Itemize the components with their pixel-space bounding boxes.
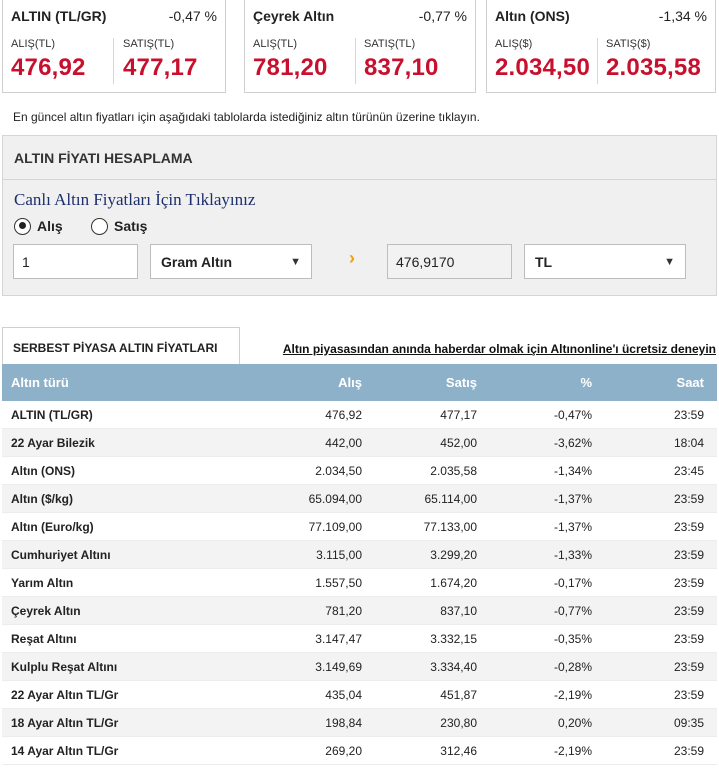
cell-buy: 476,92 <box>325 407 362 422</box>
cell-percent: -0,28% <box>553 659 592 674</box>
card-title: Çeyrek Altın <box>253 8 335 24</box>
card-sell-value: 477,17 <box>123 54 198 81</box>
table-row[interactable] <box>2 541 717 569</box>
cell-type: 22 Ayar Altın TL/Gr <box>11 687 119 702</box>
card-change: -1,34 % <box>658 8 707 24</box>
cell-buy: 781,20 <box>325 603 362 618</box>
live-prices-link[interactable]: Canlı Altın Fiyatları İçin Tıklayınız <box>14 190 256 209</box>
cell-type: Cumhuriyet Altını <box>11 547 111 562</box>
card-sell-label: SATIŞ(TL) <box>123 38 175 50</box>
currency-value: TL <box>535 253 553 270</box>
cell-sell: 3.332,15 <box>430 631 477 646</box>
cell-type: Çeyrek Altın <box>11 603 81 618</box>
cell-time: 23:59 <box>673 547 704 562</box>
gold-type-value: Gram Altın <box>161 253 233 270</box>
cell-time: 23:45 <box>673 463 704 478</box>
cell-percent: -0,47% <box>553 407 592 422</box>
intro-text: En güncel altın fiyatları için aşağıdaki tablolarda istediğiniz altın türünün üzerine tıklayın. <box>13 110 480 124</box>
gold-type-select[interactable] <box>150 244 312 279</box>
card-change: -0,77 % <box>418 8 467 24</box>
card-sell-label: SATIŞ(TL) <box>364 38 416 50</box>
cell-sell: 477,17 <box>440 407 477 422</box>
cell-type: Altın ($/kg) <box>11 491 73 506</box>
price-card-ons[interactable] <box>486 0 716 93</box>
cell-buy: 3.147,47 <box>315 631 362 646</box>
cell-type: 18 Ayar Altın TL/Gr <box>11 715 119 730</box>
table-row[interactable] <box>2 457 717 485</box>
cell-buy: 269,20 <box>325 743 362 758</box>
radio-sell[interactable] <box>91 216 147 236</box>
gold-calculator <box>2 135 717 296</box>
cell-percent: -1,37% <box>553 491 592 506</box>
header-type[interactable]: Altın türü <box>11 375 69 390</box>
cell-time: 23:59 <box>673 603 704 618</box>
divider <box>3 179 716 180</box>
currency-select[interactable] <box>524 244 686 279</box>
radio-buy[interactable] <box>14 216 63 236</box>
cell-sell: 312,46 <box>440 743 477 758</box>
calculator-title: ALTIN FİYATI HESAPLAMA <box>14 150 193 166</box>
card-buy-value: 476,92 <box>11 54 86 81</box>
cell-percent: -1,33% <box>553 547 592 562</box>
radio-sell-label: Satış <box>114 218 148 234</box>
cell-time: 23:59 <box>673 407 704 422</box>
header-time[interactable]: Saat <box>676 375 704 390</box>
price-card-gram[interactable] <box>2 0 226 93</box>
cell-buy: 3.115,00 <box>316 547 362 562</box>
cell-time: 23:59 <box>673 631 704 646</box>
cell-time: 18:04 <box>673 435 704 450</box>
promo-link[interactable]: Altın piyasasından anında haberdar olmak için Altınonline'ı ücretsiz deneyin <box>282 342 716 356</box>
card-change: -0,47 % <box>168 8 217 24</box>
cell-percent: -1,34% <box>553 463 592 478</box>
cell-sell: 1.674,20 <box>430 575 477 590</box>
cell-sell: 230,80 <box>440 715 477 730</box>
card-sell-value: 837,10 <box>364 54 439 81</box>
table-row[interactable] <box>2 485 717 513</box>
cell-percent: -0,35% <box>553 631 592 646</box>
card-buy-label: ALIŞ(TL) <box>253 38 298 50</box>
card-sell-label: SATIŞ($) <box>606 38 651 50</box>
table-row[interactable] <box>2 429 717 457</box>
chevron-down-icon: ▼ <box>664 255 675 268</box>
cell-type: Altın (ONS) <box>11 463 75 478</box>
cell-sell: 77.133,00 <box>423 519 477 534</box>
cell-type: ALTIN (TL/GR) <box>11 407 93 422</box>
table-row[interactable] <box>2 709 717 737</box>
radio-checked-icon[interactable] <box>14 218 31 235</box>
card-divider <box>355 38 356 84</box>
table-row[interactable] <box>2 737 717 765</box>
header-buy[interactable]: Alış <box>338 375 362 390</box>
cell-buy: 435,04 <box>325 687 362 702</box>
cell-buy: 442,00 <box>325 435 362 450</box>
cell-type: Kulplu Reşat Altını <box>11 659 118 674</box>
table-row[interactable] <box>2 625 717 653</box>
gold-price-table <box>2 364 717 765</box>
cell-percent: -2,19% <box>553 743 592 758</box>
table-row[interactable] <box>2 597 717 625</box>
card-buy-label: ALIŞ(TL) <box>11 38 56 50</box>
cell-sell: 3.334,40 <box>430 659 477 674</box>
cell-buy: 3.149,69 <box>315 659 362 674</box>
table-body <box>2 401 717 765</box>
cell-type: Yarım Altın <box>11 575 74 590</box>
cell-percent: -2,19% <box>553 687 592 702</box>
cell-time: 23:59 <box>673 575 704 590</box>
header-sell[interactable]: Satış <box>445 375 477 390</box>
cell-sell: 837,10 <box>440 603 477 618</box>
cell-percent: -1,37% <box>553 519 592 534</box>
cell-percent: -0,77% <box>553 603 592 618</box>
result-field: 476,9170 <box>387 244 512 279</box>
price-card-ceyrek[interactable] <box>244 0 476 93</box>
cell-time: 23:59 <box>673 743 704 758</box>
quantity-input[interactable]: 1 <box>13 244 138 279</box>
cell-time: 23:59 <box>673 491 704 506</box>
cell-sell: 451,87 <box>440 687 477 702</box>
cell-type: 22 Ayar Bilezik <box>11 435 95 450</box>
card-buy-value: 781,20 <box>253 54 328 81</box>
cell-buy: 1.557,50 <box>315 575 362 590</box>
header-percent[interactable]: % <box>580 375 592 390</box>
tab-serbest-piyasa[interactable]: SERBEST PİYASA ALTIN FİYATLARI <box>2 327 240 364</box>
cell-sell: 65.114,00 <box>424 491 477 506</box>
cell-time: 09:35 <box>673 715 704 730</box>
table-row[interactable] <box>2 569 717 597</box>
card-sell-value: 2.035,58 <box>606 54 702 81</box>
cell-sell: 2.035,58 <box>430 463 477 478</box>
cell-time: 23:59 <box>673 659 704 674</box>
card-title: Altın (ONS) <box>495 8 570 24</box>
chevron-down-icon: ▼ <box>290 255 301 268</box>
card-buy-value: 2.034,50 <box>495 54 591 81</box>
table-header <box>2 364 717 401</box>
cell-percent: 0,20% <box>557 715 592 730</box>
card-divider <box>113 38 114 84</box>
table-row[interactable] <box>2 401 717 429</box>
cell-sell: 3.299,20 <box>430 547 477 562</box>
cell-sell: 452,00 <box>440 435 477 450</box>
cell-percent: -3,62% <box>553 435 592 450</box>
cell-buy: 2.034,50 <box>315 463 362 478</box>
radio-unchecked-icon[interactable] <box>91 218 108 235</box>
card-divider <box>597 38 598 84</box>
cell-type: 14 Ayar Altın TL/Gr <box>11 743 119 758</box>
cell-buy: 77.109,00 <box>308 519 362 534</box>
cell-buy: 198,84 <box>325 715 362 730</box>
cell-buy: 65.094,00 <box>308 491 362 506</box>
table-row[interactable] <box>2 513 717 541</box>
cell-time: 23:59 <box>673 519 704 534</box>
table-row[interactable] <box>2 653 717 681</box>
cell-percent: -0,17% <box>553 575 592 590</box>
cell-type: Altın (Euro/kg) <box>11 519 94 534</box>
table-row[interactable] <box>2 681 717 709</box>
card-buy-label: ALIŞ($) <box>495 38 533 50</box>
cell-type: Reşat Altını <box>11 631 77 646</box>
radio-buy-label: Alış <box>37 218 63 234</box>
cell-time: 23:59 <box>673 687 704 702</box>
card-title: ALTIN (TL/GR) <box>11 8 107 24</box>
arrow-right-icon: › <box>349 248 355 268</box>
